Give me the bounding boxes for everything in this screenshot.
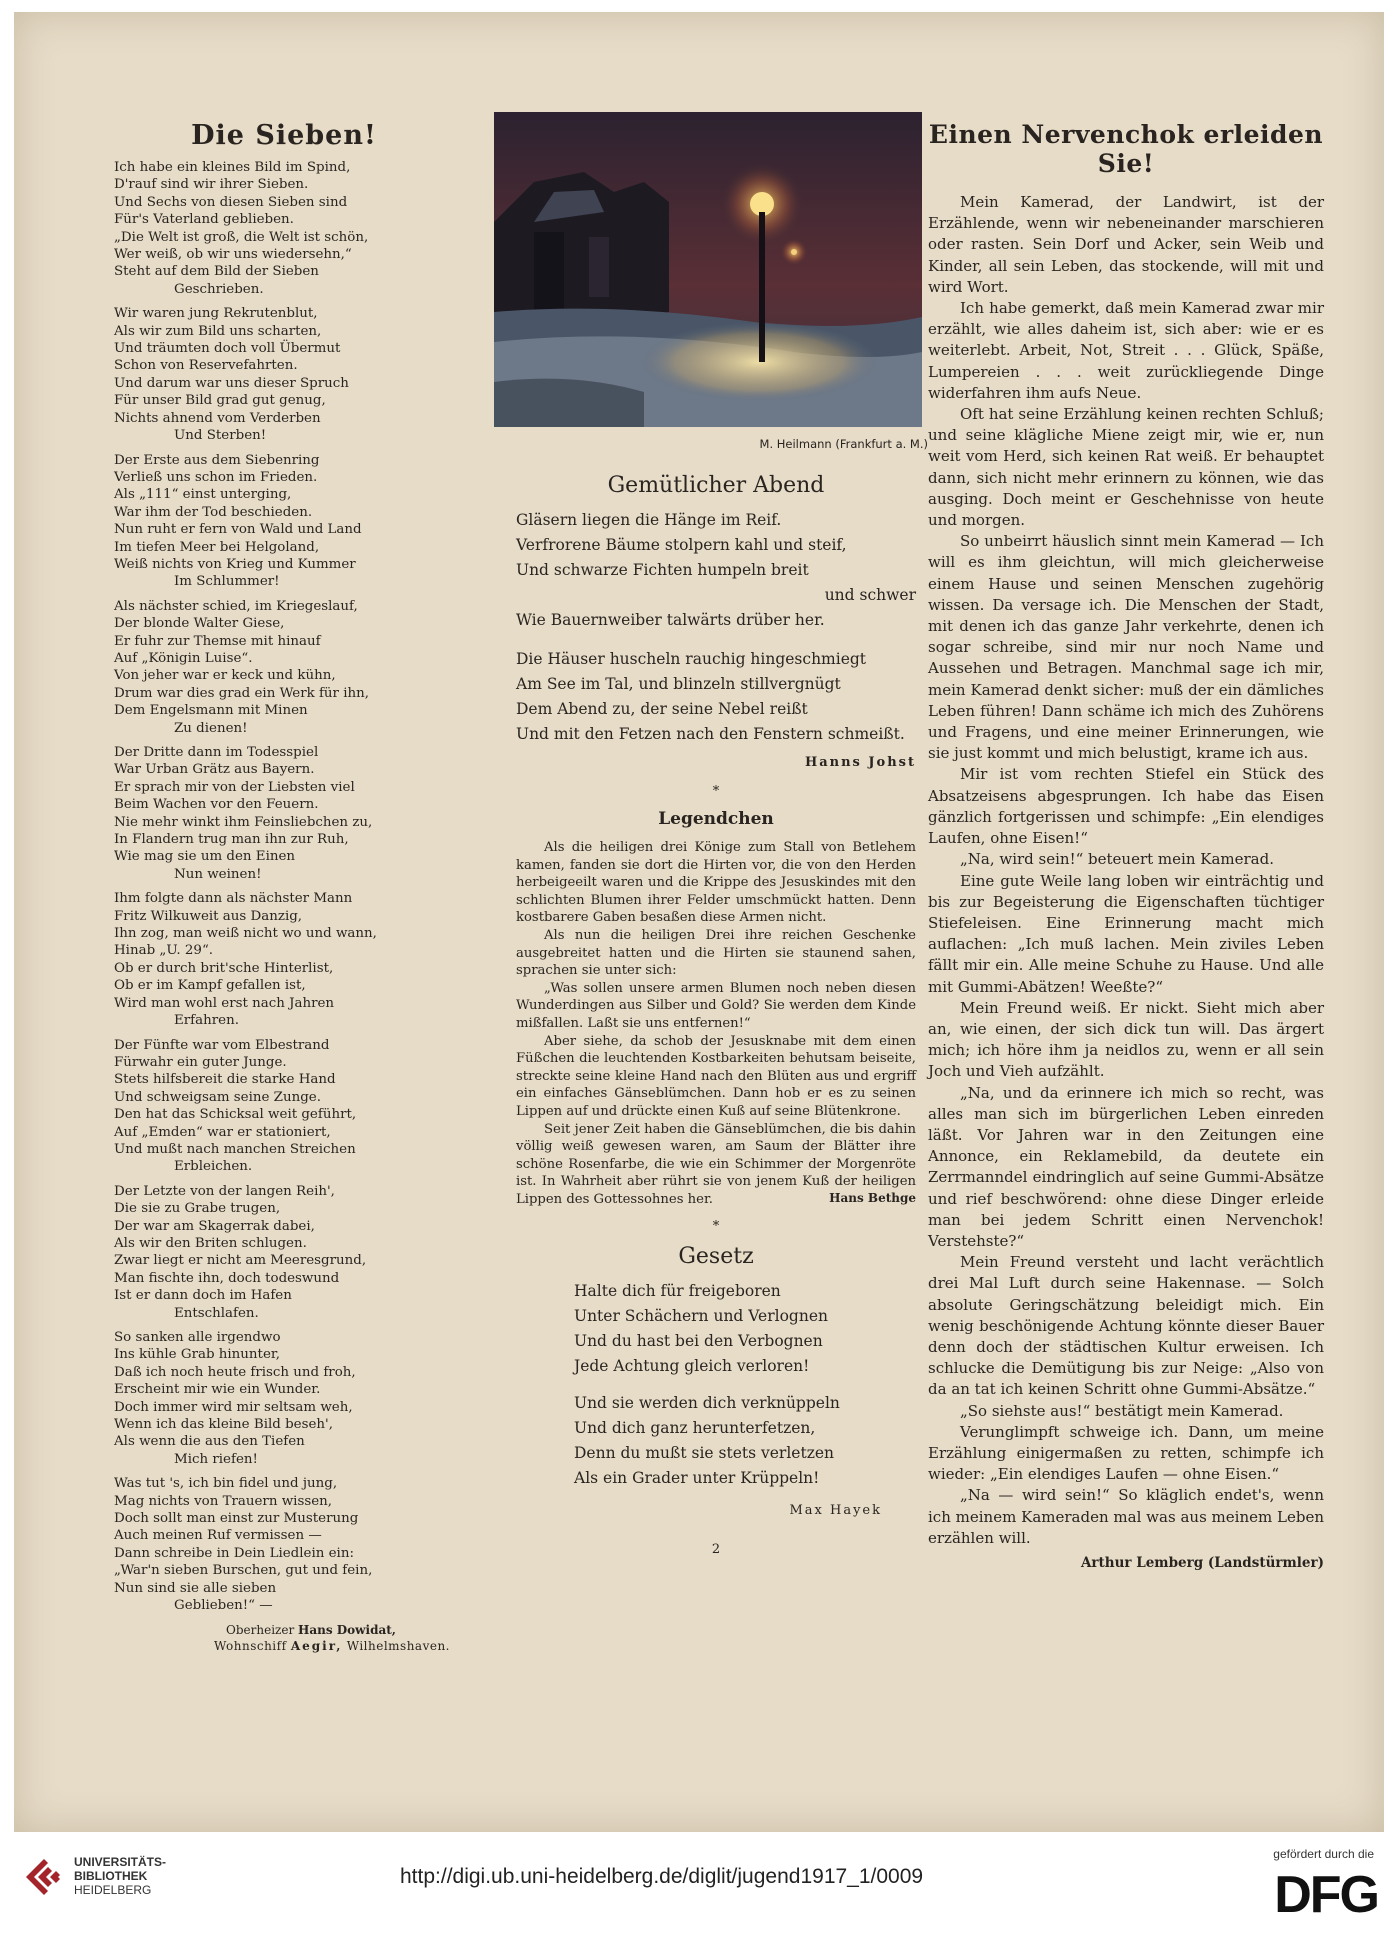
poem-line: D'rauf sind wir ihrer Sieben. (114, 177, 309, 193)
poem-stanzas (114, 159, 454, 1615)
poem-line: Ihn zog, man weiß nicht wo und wann, (114, 926, 377, 942)
poem-line: Was tut 's, ich bin fidel und jung, (114, 1476, 338, 1492)
poem-line: Ist er dann doch im Hafen (114, 1288, 292, 1304)
legendchen-paragraph: Als nun die heiligen Drei ihre reichen Geschenke ausgebreitet hatten und die Hirten sie staunend sahen, sprachen sie unter sich: (516, 927, 916, 979)
verse-line: Dem Abend zu, der seine Nebel reißt (516, 700, 808, 718)
gesetz-stanza-2 (574, 1391, 916, 1491)
story-author: Arthur Lemberg (Landstürmler) (1080, 1555, 1324, 1571)
poem-line: Als wir zum Bild uns scharten, (114, 323, 322, 339)
legendchen-title: Legendchen (658, 809, 774, 829)
poem-stanza (114, 305, 454, 444)
poem-line: Steht auf dem Bild der Sieben (114, 264, 319, 280)
poem-line: Die sie zu Grabe trugen, (114, 1201, 281, 1217)
poem-line: Stets hilfsbereit die starke Hand (114, 1072, 336, 1088)
story-paragraph: „Na, wird sein!“ beteuert mein Kamerad. (960, 850, 1274, 869)
poem-line: Als nächster schied, im Kriegeslauf, (114, 598, 358, 614)
verse-line: Denn du mußt sie stets verletzen (574, 1444, 835, 1463)
poem-line: Als wir den Briten schlugen. (114, 1235, 307, 1251)
story-paragraph: Mein Freund weiß. Er nickt. Sieht mich aber an, wie einen, der sich dick tun will. Das ärgert mich; ich höre ihm ja neidlos zu, wenn er all sein Joch und Vieh aufzählt. (928, 998, 1324, 1081)
signature-rank: Oberheizer (226, 1622, 298, 1637)
poem-stanza (114, 159, 454, 298)
story-title: Einen Nervenchok erleiden Sie! (928, 120, 1324, 178)
library-line-2: BIBLIOTHEK (74, 1869, 148, 1883)
poem-stanza (114, 890, 454, 1029)
legendchen-paragraph: Seit jener Zeit haben die Gänseblümchen, die bis dahin völlig weiß gewesen waren, am Saum der Blätter ihre schöne Rosenfarbe, die wie ein Schimmer der Morgenröte ist. In Wahrheit aber rührt sie von jenem Kuß der heiligen Lippen des Gottessohnes her. (516, 1121, 916, 1207)
story-paragraph: „So siehste aus!“ bestätigt mein Kamerad. (960, 1401, 1284, 1420)
poem-line: Der war am Skagerrak dabei, (114, 1218, 315, 1234)
verse-line: Und du hast bei den Verbognen (574, 1332, 823, 1351)
poem-line: Fritz Wilkuweit aus Danzig, (114, 908, 303, 924)
poem-line: Daß ich noch heute frisch und froh, (114, 1364, 356, 1380)
verse-line: Und sie werden dich verknüppeln (574, 1394, 840, 1413)
poem-line: In Flandern trug man ihn zur Ruh, (114, 832, 349, 848)
poem-signature (114, 1622, 454, 1654)
signature-location: Wilhelmshaven. (342, 1638, 450, 1653)
poem-line: Man fischte ihn, doch todeswund (114, 1270, 340, 1286)
verse-line: Gläsern liegen die Hänge im Reif. (516, 511, 782, 529)
poem-line: War ihm der Tod beschieden. (114, 504, 313, 520)
poem-stanza (114, 598, 454, 737)
signature-ship: Aegir, (290, 1638, 343, 1653)
poem-line: Nie mehr winkt ihm Feinsliebchen zu, (114, 814, 373, 830)
poem-line: Den hat das Schicksal weit geführt, (114, 1107, 357, 1123)
poem-line: „Die Welt ist groß, die Welt ist schön, (114, 229, 369, 245)
signature-name: Hans Dowidat, (298, 1622, 396, 1637)
poem-line: Wird man wohl erst nach Jahren (114, 995, 335, 1011)
legendchen-paragraph: Aber siehe, da schob der Jesusknabe mit dem einen Füßchen die leuchtenden Kostbarkeiten behutsam beiseite, streckte seine kleine Hand nach den Blüten aus und ergriff ein einfaches Gänseblümchen. Dann hob er es zu seinen Lippen auf und drückte einen Kuß auf seine Blütenkrone. (516, 1033, 916, 1119)
poem-line: Der Dritte dann im Todesspiel (114, 745, 319, 760)
story-paragraph: „Na, und da erinnere ich mich so recht, was alles man sich im bürgerlichen Leben einreden läßt. Vor Jahren war in den Zeitungen eine Annonce, ein Reklamebild, da deutete ein Zerrmanndel eindringlich auf seine Gummi-Absätze und rief beschwörend: ohne diese Dinger erleide man bei jedem Schritt einen Nervenchok! Verstehste?“ (928, 1083, 1324, 1250)
poem-line: Geblieben!“ — (174, 1598, 273, 1614)
story-paragraph: Verunglimpft schweige ich. Dann, um meine Erzählung einigermaßen zu retten, schimpfe ich wieder: „Ein elendiges Laufen — ohne Eisen.“ (928, 1422, 1324, 1484)
poem-line: So sanken alle irgendwo (114, 1330, 281, 1345)
story-paragraph: So unbeirrt häuslich sinnt mein Kamerad — Ich will es ihm gleichtun, will mich gleicherweise einem Hause und seinen Menschen zugehörig wissen. Da versage ich. Die Menschen der Stadt, mit denen ich das ganze Jahr verkehrte, denen ich sogar schreibe, sind mir nur noch Name und Aussehen und Betragen. Manchmal sage ich mir, mein Kamerad denkt sicher: muß der ein dämliches Leben führen! Dann schäme ich mich des Zuhörens und Fragens, und eine meiner Erinnerungen, wie sie just kommt und mich belustigt, krame ich aus. (928, 532, 1324, 763)
poem-stanza (114, 1329, 454, 1468)
verse-line: Wie Bauernweiber talwärts drüber her. (516, 611, 825, 629)
poem-line: Für unser Bild grad gut genug, (114, 393, 326, 409)
poem-line: Von jeher war er keck und kühn, (114, 668, 336, 684)
poem-line: Schon von Reservefahrten. (114, 358, 298, 374)
poem-line: Mich riefen! (174, 1451, 258, 1467)
story-paragraph: Oft hat seine Erzählung keinen rechten Schluß; und seine klägliche Miene zeigt mir, wie er, nun weit vom Herd, sich keinen Rat weiß. Er behauptet dann, sich nicht mehr erinnern zu können, wie das ausging. Doch meint er Geschehnisse von heute und morgen. (928, 405, 1324, 530)
poem-stanza (114, 744, 454, 883)
poem-line: Nun weinen! (174, 866, 262, 882)
poem-line: Dann schreibe in Dein Liedlein ein: (114, 1545, 354, 1561)
poem-line: Er fuhr zur Themse mit hinauf (114, 633, 321, 649)
legendchen-paragraph: Als die heiligen drei Könige zum Stall von Betlehem kamen, fanden sie dort die Hirten vor, die von den Herden herbeigeeilt waren und die Krippe des Jesuskindes mit den schlichten Blumen ihrer Felder umschmückt hatten. Denn kostbarere Gaben besaßen diese Armen nicht. (516, 840, 916, 926)
poem-line: Nichts ahnend vom Verderben (114, 410, 321, 426)
poem-line: Wenn ich das kleine Bild beseh', (114, 1417, 333, 1433)
story-paragraph: Eine gute Weile lang loben wir einträchtig und bis zur Begeisterung die Eigenschaften tüchtiger Stiefeleisen. Eine Erinnerung macht mich auflachen: „Ich muß lachen. Mein ziviles Leben fällt mir ein. Alle meine Schuhe zu Hause. Und alle mit Gummi-Abätzen! Weeßte?“ (928, 871, 1324, 996)
story-paragraph: „Na — wird sein!“ So kläglich endet's, wenn ich meinem Kameraden mal was aus meinem Leben erzählen will. (928, 1486, 1324, 1547)
verse-line: Und dich ganz herunterfetzen, (574, 1419, 816, 1438)
poem-line: Der Erste aus dem Siebenring (114, 452, 320, 468)
middle-text-body (516, 473, 916, 1557)
poem-line: Und träumten doch voll Übermut (114, 341, 341, 357)
poem-line: Ich habe ein kleines Bild im Spind, (114, 160, 351, 175)
poem-line: Und mußt nach manchen Streichen (114, 1141, 356, 1157)
poem-line: Als „111“ einst unterging, (114, 487, 292, 503)
poem-line: Weiß nichts von Krieg und Kummer (114, 556, 356, 572)
poem-line: Zwar liegt er nicht am Meeresgrund, (114, 1253, 367, 1269)
story-text (928, 192, 1324, 1549)
gesetz-stanza-1 (574, 1279, 916, 1379)
footer-bar (0, 1835, 1398, 1935)
newspaper-page (14, 12, 1384, 1832)
dfg-logo: DFG (1274, 1866, 1378, 1924)
poem-line: Wie mag sie um den Einen (114, 849, 296, 865)
gemuetlich-stanza-2 (516, 647, 916, 747)
verse-line: Jede Achtung gleich verloren! (574, 1357, 810, 1376)
poem-line: Im tiefen Meer bei Helgoland, (114, 539, 320, 555)
poem-line: „War'n sieben Burschen, gut und fein, (114, 1563, 373, 1579)
night-lantern-painting (494, 112, 922, 427)
story-column (928, 120, 1324, 1571)
poem-line: Und darum war uns dieser Spruch (114, 375, 349, 391)
poem-line: Wer weiß, ob wir uns wiedersehn,“ (114, 247, 352, 263)
poem-line: Zu dienen! (174, 720, 248, 736)
verse-line: Halte dich für freigeboren (574, 1282, 781, 1301)
story-paragraph: Mein Kamerad, der Landwirt, ist der Erzählende, wenn wir nebeneinander marschieren oder rasten. Sein Dorf und Acker, sein Weib und Kinder, all sein Leben, das stockende, will mit und wird Wort. (928, 193, 1324, 296)
poem-line: Hinab „U. 29“. (114, 943, 214, 959)
poem-line: Der blonde Walter Giese, (114, 616, 285, 632)
story-paragraph: Mir ist vom rechten Stiefel ein Stück des Absatzeisens abgesprungen. Ich habe das Eisen gänzlich fortgerissen und schimpfe: „Ein elendiges Laufen, ohne Eisen!“ (928, 765, 1324, 848)
poem-line: Erscheint mir wie ein Wunder. (114, 1382, 321, 1398)
poem-line: Dem Engelsmann mit Minen (114, 703, 308, 719)
poem-stanza (114, 1183, 454, 1322)
verse-line: Unter Schächern und Verlognen (574, 1307, 828, 1326)
library-line-3: HEIDELBERG (74, 1883, 152, 1897)
poem-line: Drum war dies grad ein Werk für ihn, (114, 685, 369, 701)
gesetz-title: Gesetz (678, 1244, 754, 1270)
poem-line: Auf „Königin Luise“. (114, 650, 253, 666)
library-name (74, 1855, 166, 1897)
gemuetlich-author: Hanns Johst (804, 755, 916, 770)
section-separator: * (712, 784, 720, 799)
poem-line: Der Fünfte war vom Elbestrand (114, 1037, 330, 1053)
middle-column (478, 112, 928, 1557)
poem-title: Die Sieben! (191, 120, 377, 151)
poem-line: Im Schlummer! (174, 574, 280, 590)
signature-ship-prefix: Wohnschiff (214, 1638, 291, 1653)
story-paragraph: Ich habe gemerkt, daß mein Kamerad zwar mir erzählt, wie alles daheim ist, sich aber: wie er es weiterlebt. Arbeit, Not, Streit . . . Glück, Späße, Lumpereien . . . weit zurückliegende Dinge widerfahren ihm aufs Neue. (928, 299, 1324, 402)
funded-by-label: gefördert durch die (1273, 1847, 1374, 1861)
verse-line: Und schwarze Fichten humpeln breit (516, 561, 809, 579)
poem-stanza (114, 1037, 454, 1176)
poem-line: Doch sollt man einst zur Musterung (114, 1511, 359, 1527)
poem-line: Für's Vaterland geblieben. (114, 212, 294, 228)
poem-line: Und Sterben! (174, 428, 267, 444)
poem-line: Geschrieben. (174, 281, 264, 297)
legendchen-text (516, 839, 916, 1208)
poem-line: Verließ uns schon im Frieden. (114, 469, 318, 485)
source-url[interactable]: http://digi.ub.uni-heidelberg.de/diglit/jugend1917_1/0009 (400, 1865, 924, 1888)
painting-caption: M. Heilmann (Frankfurt a. M.) (759, 437, 928, 451)
poem-line: Doch immer wird mir seltsam weh, (114, 1399, 353, 1415)
gesetz-author: Max Hayek (789, 1503, 882, 1519)
verse-line: und schwer (824, 586, 916, 604)
poem-line: Und Sechs von diesen Sieben sind (114, 194, 348, 210)
verse-line: Am See im Tal, und blinzeln stillvergnügt (516, 675, 841, 693)
poem-stanza (114, 1475, 454, 1614)
poem-line: Beim Wachen vor den Feuern. (114, 797, 319, 813)
library-line-1: UNIVERSITÄTS- (74, 1855, 167, 1869)
page-number: 2 (711, 1542, 721, 1558)
poem-line: Erbleichen. (174, 1159, 253, 1175)
university-library-logo-icon (22, 1853, 68, 1899)
poem-line: Der Letzte von der langen Reih', (114, 1183, 335, 1199)
poem-line: Mag nichts von Trauern wissen, (114, 1493, 333, 1509)
section-separator-2: * (712, 1219, 720, 1235)
verse-line: Verfrorene Bäume stolpern kahl und steif, (516, 536, 847, 554)
poem-line: War Urban Grätz aus Bayern. (114, 762, 315, 778)
poem-line: Ob er im Kampf gefallen ist, (114, 978, 306, 994)
poem-line: Nun sind sie alle sieben (114, 1580, 277, 1596)
poem-line: Nun ruht er fern von Wald und Land (114, 522, 362, 538)
story-paragraph: Mein Freund versteht und lacht verächtlich drei Mal Luft durch seine Hakennase. — Solch absolute Geringschätzung beleidigt mich. Ein wenig beschönigende Achtung könnte dieser Bauer denn doch der städtischen Kultur erweisen. Ich schlucke die Demütigung bis zur Neige: „Also von da an tat ich keinen Schritt ohne Gummi-Absätze.“ (928, 1253, 1324, 1399)
gemuetlich-stanza-1 (516, 508, 916, 633)
legendchen-author: Hans Bethge (829, 1191, 916, 1206)
painting-image (494, 112, 922, 427)
poem-line: Auf „Emden“ war er stationiert, (114, 1124, 331, 1140)
verse-line: Die Häuser huscheln rauchig hingeschmiegt (516, 650, 867, 668)
poem-line: Ins kühle Grab hinunter, (114, 1347, 281, 1363)
legendchen-paragraph: „Was sollen unsere armen Blumen noch neben diesen Wunderdingen aus Silber und Gold? Sie werden dem Kinde mißfallen. Laßt sie uns entfernen!“ (516, 980, 916, 1031)
poem-column (114, 120, 454, 1654)
poem-line: Auch meinen Ruf vermissen — (114, 1528, 322, 1544)
verse-line: Und mit den Fetzen nach den Fenstern schmeißt. (516, 725, 905, 743)
poem-line: Als wenn die aus den Tiefen (114, 1434, 305, 1450)
poem-line: Wir waren jung Rekrutenblut, (114, 306, 318, 322)
poem-line: Ob er durch brit'sche Hinterlist, (114, 960, 334, 976)
poem-line: Fürwahr ein guter Junge. (114, 1054, 287, 1070)
verse-line: Als ein Grader unter Krüppeln! (574, 1469, 820, 1488)
poem-line: Und schweigsam seine Zunge. (114, 1089, 321, 1105)
poem-line: Er sprach mir von der Liebsten viel (114, 779, 355, 795)
gemuetlich-title: Gemütlicher Abend (607, 473, 825, 498)
poem-line: Erfahren. (174, 1013, 239, 1029)
poem-stanza (114, 452, 454, 591)
poem-line: Ihm folgte dann als nächster Mann (114, 891, 353, 907)
poem-line: Entschlafen. (174, 1305, 259, 1321)
